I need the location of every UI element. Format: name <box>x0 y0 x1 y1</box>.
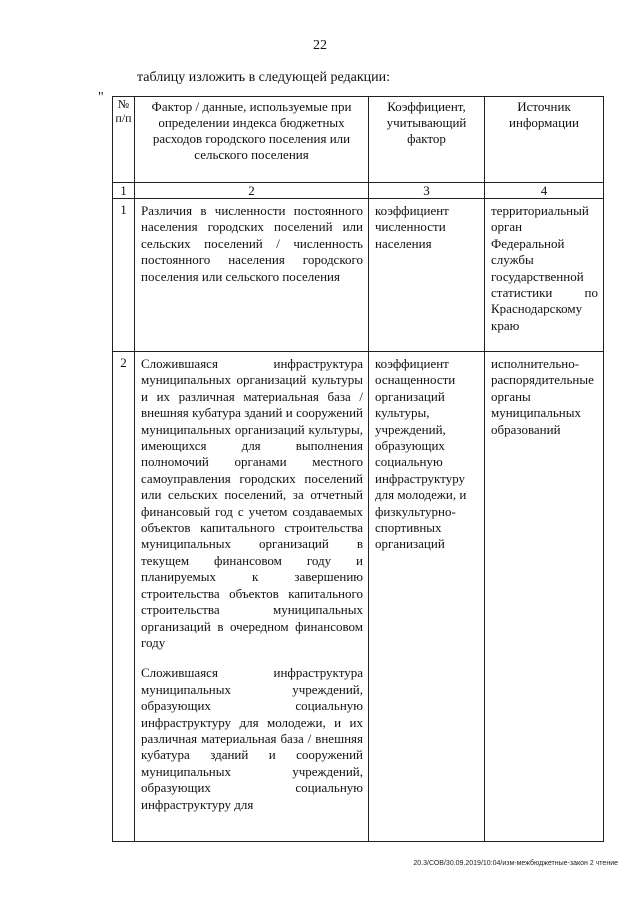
intro-text: таблицу изложить в следующей редакции: <box>137 70 391 85</box>
table-row <box>113 352 604 842</box>
header-source: Источник информации <box>485 97 604 183</box>
document-footer-code: 20.3/СОВ/30.09.2019/10:04/изм-межбюджетные-закон 2 чтение <box>413 860 618 867</box>
column-number: 3 <box>369 183 485 199</box>
header-factor: Фактор / данные, используемые при определении индекса бюджетных расходов городского поселения или сельского поселения <box>135 97 369 183</box>
factor-cell: Различия в численности постоянного населения городских поселений или сельских поселений / численность постоянного населения городского поселения или сельского поселения <box>135 199 369 352</box>
column-number: 4 <box>485 183 604 199</box>
page-number: 22 <box>313 38 327 53</box>
header-coefficient: Коэффициент, учитывающий фактор <box>369 97 485 183</box>
coefficient-cell: коэффициент оснащенности организаций культуры, учреждений, образующих социальную инфраструктуру для молодежи, и физкультурно-спортивных организаций <box>369 352 485 842</box>
column-number: 2 <box>135 183 369 199</box>
opening-quote-mark: " <box>98 90 104 105</box>
column-number-row <box>113 183 604 199</box>
table-row <box>113 199 604 352</box>
factor-paragraph: Сложившаяся инфраструктура муниципальных учреждений, образующих социальную инфраструктуру для молодежи, и их различная материальная база / внешняя кубатура зданий и сооружений муниципальных учреждений, образующих социальную инфраструктуру для <box>141 665 363 812</box>
coefficient-cell: коэффициент численности населения <box>369 199 485 352</box>
table-header-row <box>113 97 604 183</box>
source-cell: территориальный орган Федеральной службы государственной статистики по Краснодарскому краю <box>485 199 604 352</box>
header-num: № п/п <box>113 97 135 183</box>
column-number: 1 <box>113 183 135 199</box>
source-cell: исполнительно-распорядительные органы муниципальных образований <box>485 352 604 842</box>
budget-factors-table <box>112 96 604 842</box>
factor-cell <box>135 352 369 842</box>
factor-paragraph: Сложившаяся инфраструктура муниципальных организаций культуры и их различная материальная база / внешняя кубатура зданий и сооружений муниципальных организаций культуры, имеющихся для выполнения полномочий органами местного самоуправления городских поселений или сельских поселений, за отчетный финансовый год с учетом создаваемых объектов капитального строительства муниципальных организаций в текущем финансовом году и планируемых к завершению строительства объектов капитального строительства муниципальных организаций в очередном финансовом году <box>141 356 363 650</box>
row-number: 1 <box>113 199 135 352</box>
row-number: 2 <box>113 352 135 842</box>
